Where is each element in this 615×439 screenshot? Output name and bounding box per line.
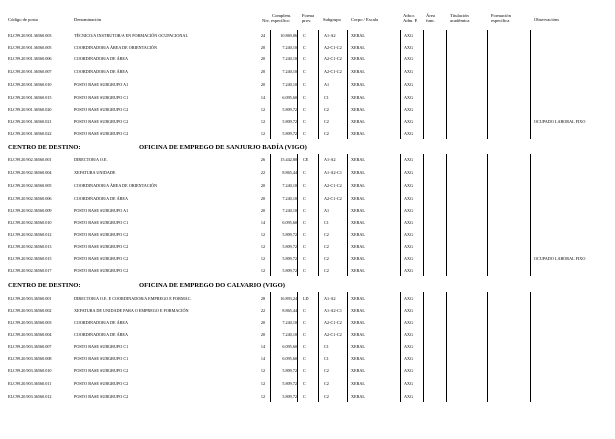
table-row: [0, 69, 615, 74]
cell-corpo: XERAL: [351, 268, 365, 273]
cell-denominacion: POSTO BASE SUBGRUPO A1: [74, 208, 129, 213]
cell-nivel: 14: [260, 344, 266, 349]
cell-corpo: XERAL: [351, 244, 365, 249]
cell-forma: C: [303, 183, 306, 188]
cell-forma: C: [303, 256, 306, 261]
cell-adscricion: AXG: [404, 320, 414, 325]
cell-nivel: 20: [260, 320, 266, 325]
cell-corpo: XERAL: [351, 82, 365, 87]
cell-complemento: 7.240,10: [282, 45, 297, 50]
cell-codigo: ELC99.20.902.36560.012: [8, 232, 52, 237]
centro-destino-heading: [8, 282, 608, 290]
cell-adscricion: AXG: [404, 107, 414, 112]
cell-codigo: ELC99.20.901.36560.015: [8, 95, 52, 100]
cell-forma: LD: [303, 296, 309, 301]
cell-corpo: XERAL: [351, 368, 365, 373]
cell-nivel: 12: [260, 394, 266, 399]
cell-adscricion: AXG: [404, 232, 414, 237]
cell-corpo: XERAL: [351, 170, 365, 175]
table-row: [0, 394, 615, 399]
cell-nivel: 12: [260, 119, 266, 124]
cell-nivel: 12: [260, 256, 266, 261]
cell-complemento: 7.240,10: [282, 196, 297, 201]
cell-denominacion: COORDINADOR/A ÁREA DE ORIENTACIÓN: [74, 45, 158, 50]
cell-forma: C: [303, 332, 306, 337]
cell-corpo: XERAL: [351, 220, 365, 225]
cell-denominacion: XEFATURA UNIDADE: [74, 170, 116, 175]
cell-adscricion: AXG: [404, 332, 414, 337]
cell-complemento: 7.240,10: [282, 208, 297, 213]
cell-corpo: XERAL: [351, 296, 365, 301]
table-row: [0, 95, 615, 100]
header-adscricion-line1: Adscr.: [403, 13, 415, 18]
cell-nivel: 12: [260, 268, 266, 273]
cell-subgrupo: A2-C1-C2: [324, 332, 342, 337]
table-row: [0, 107, 615, 112]
cell-codigo: ELC99.20.903.36560.012: [8, 394, 52, 399]
cell-subgrupo: A2-C1-C2: [324, 196, 342, 201]
cell-subgrupo: A2-C1-C2: [324, 45, 342, 50]
table-row: [0, 45, 615, 50]
cell-adscricion: AXG: [404, 268, 414, 273]
cell-nivel: 12: [260, 244, 266, 249]
cell-complemento: 6.095,60: [282, 220, 297, 225]
cell-codigo: ELC99.20.903.36560.003: [8, 320, 52, 325]
cell-forma: C: [303, 268, 306, 273]
table-row: [0, 157, 615, 162]
centro-destino-nombre: OFICINA DE EMPREGO DE SANJURJO BADÍA (VIGO): [139, 144, 307, 151]
header-complemento-line2: [262, 18, 296, 23]
cell-codigo: ELC99.20.903.36560.002: [8, 308, 52, 313]
cell-corpo: XERAL: [351, 131, 365, 136]
cell-codigo: ELC99.20.902.36560.013: [8, 244, 52, 249]
cell-subgrupo: A1-A2: [324, 296, 336, 301]
cell-adscricion: AXG: [404, 119, 414, 124]
table-row: [0, 131, 615, 136]
cell-adscricion: AXG: [404, 381, 414, 386]
cell-nivel: 12: [260, 232, 266, 237]
cell-subgrupo: C2: [324, 244, 329, 249]
cell-corpo: XERAL: [351, 196, 365, 201]
header-corpo: Corpo / Escala: [351, 17, 379, 22]
cell-subgrupo: A2-C1-C2: [324, 183, 342, 188]
table-row: [0, 244, 615, 249]
table-row: [0, 256, 615, 261]
cell-nivel: 12: [260, 381, 266, 386]
cell-adscricion: AXG: [404, 356, 414, 361]
cell-codigo: ELC99.20.902.36560.004: [8, 170, 52, 175]
header-forma: [302, 13, 314, 23]
cell-adscricion: AXG: [404, 394, 414, 399]
cell-forma: C: [303, 119, 306, 124]
table-row: [0, 368, 615, 373]
cell-forma: C: [303, 131, 306, 136]
cell-adscricion: AXG: [404, 183, 414, 188]
cell-adscricion: AXG: [404, 45, 414, 50]
header-complemento: [262, 13, 296, 23]
cell-nivel: 12: [260, 107, 266, 112]
cell-adscricion: AXG: [404, 131, 414, 136]
header-complemento-line1: Complem.: [272, 13, 292, 18]
cell-nivel: 12: [260, 368, 266, 373]
cell-forma: CE: [303, 157, 309, 162]
cell-nivel: 14: [260, 356, 266, 361]
cell-nivel: 24: [260, 33, 266, 38]
cell-codigo: ELC99.20.901.36560.007: [8, 69, 52, 74]
cell-subgrupo: C1: [324, 356, 329, 361]
cell-forma: C: [303, 196, 306, 201]
cell-complemento: 7.240,10: [282, 69, 297, 74]
cell-codigo: ELC99.20.901.36560.010: [8, 82, 52, 87]
cell-adscricion: AXG: [404, 33, 414, 38]
cell-denominacion: POSTO BASE SUBGRUPO C1: [74, 344, 129, 349]
cell-codigo: ELC99.20.901.36560.005: [8, 45, 52, 50]
cell-subgrupo: C2: [324, 119, 329, 124]
cell-forma: C: [303, 69, 306, 74]
table-row: [0, 344, 615, 349]
cell-subgrupo: C2: [324, 394, 329, 399]
cell-denominacion: POSTO BASE SUBGRUPO C2: [74, 268, 129, 273]
cell-subgrupo: A1: [324, 208, 330, 213]
header-titulacion-line1: Titulación: [450, 13, 469, 18]
cell-complemento: 5.809,72: [282, 381, 297, 386]
cell-complemento: 5.809,72: [282, 268, 297, 273]
cell-complemento: 7.240,10: [282, 320, 297, 325]
cell-denominacion: POSTO BASE SUBGRUPO C1: [74, 95, 129, 100]
cell-nivel: 20: [260, 56, 266, 61]
cell-subgrupo: A1: [324, 82, 330, 87]
cell-nivel: 20: [260, 45, 266, 50]
cell-denominacion: COORDINADOR/A DE ÁREA: [74, 332, 128, 337]
header-area-line2: func.: [426, 18, 436, 23]
cell-adscricion: AXG: [404, 56, 414, 61]
cell-subgrupo: C2: [324, 107, 329, 112]
header-titulacion: [450, 13, 469, 23]
cell-subgrupo: A1-A2: [324, 157, 336, 162]
cell-subgrupo: C2: [324, 256, 329, 261]
cell-subgrupo: A1-A2-C1: [324, 308, 342, 313]
centro-destino-label: CENTRO DE DESTINO:: [8, 282, 81, 289]
cell-nivel: 20: [260, 208, 266, 213]
cell-observacions: OCUPADO LABORAL FIXO: [534, 256, 586, 261]
cell-corpo: XERAL: [351, 56, 365, 61]
cell-complemento: 5.809,72: [282, 119, 297, 124]
cell-subgrupo: C2: [324, 368, 329, 373]
table-row: [0, 33, 615, 38]
table-row: [0, 320, 615, 325]
cell-corpo: XERAL: [351, 320, 365, 325]
cell-denominacion: TÉCNICO/A INSTRUTOR/A EN FORMACIÓN OCUPACIONAL: [74, 33, 189, 38]
cell-codigo: ELC99.20.903.36560.010: [8, 368, 52, 373]
cell-complemento: 5.809,72: [282, 244, 297, 249]
cell-corpo: XERAL: [351, 95, 365, 100]
cell-complemento: 8.865,44: [282, 308, 297, 313]
cell-subgrupo: A2-C1-C2: [324, 56, 342, 61]
centro-destino-nombre: OFICINA DE EMPREGO DO CALVARIO (VIGO): [139, 282, 285, 289]
header-denominacion: Denominación: [74, 17, 102, 22]
cell-corpo: XERAL: [351, 356, 365, 361]
cell-complemento: 6.095,60: [282, 95, 297, 100]
cell-nivel: 22: [260, 308, 266, 313]
cell-forma: C: [303, 82, 306, 87]
cell-forma: C: [303, 308, 306, 313]
cell-corpo: XERAL: [351, 183, 365, 188]
cell-subgrupo: C2: [324, 381, 329, 386]
cell-corpo: XERAL: [351, 394, 365, 399]
cell-forma: C: [303, 220, 306, 225]
cell-subgrupo: A2-C1-C2: [324, 320, 342, 325]
cell-denominacion: POSTO BASE SUBGRUPO C2: [74, 232, 129, 237]
cell-corpo: XERAL: [351, 69, 365, 74]
table-row: [0, 196, 615, 201]
cell-codigo: ELC99.20.903.36560.008: [8, 356, 52, 361]
cell-codigo: ELC99.20.901.36560.021: [8, 119, 52, 124]
cell-forma: C: [303, 33, 306, 38]
cell-complemento: 5.809,72: [282, 256, 297, 261]
cell-denominacion: POSTO BASE SUBGRUPO C2: [74, 131, 129, 136]
cell-codigo: ELC99.20.901.36560.022: [8, 131, 52, 136]
cell-denominacion: XEFATURA DE UNIDADE PARA O EMPREGO E FORMACIÓN: [74, 308, 189, 313]
cell-adscricion: AXG: [404, 220, 414, 225]
cell-codigo: ELC99.20.902.36560.006: [8, 196, 52, 201]
header-nivel: Niv.: [262, 18, 270, 23]
cell-denominacion: DIRECTOR/A O.E. E COORDINADOR/A EMPREGO E FORMAC.: [74, 296, 192, 301]
cell-corpo: XERAL: [351, 381, 365, 386]
cell-complemento: 15.442,80: [280, 157, 297, 162]
cell-complemento: 7.240,10: [282, 183, 297, 188]
cell-denominacion: POSTO BASE SUBGRUPO C2: [74, 394, 129, 399]
cell-denominacion: POSTO BASE SUBGRUPO C2: [74, 381, 129, 386]
cell-corpo: XERAL: [351, 107, 365, 112]
cell-codigo: ELC99.20.901.36560.006: [8, 56, 52, 61]
cell-corpo: XERAL: [351, 232, 365, 237]
cell-denominacion: COORDINADOR/A DE ÁREA: [74, 56, 128, 61]
cell-subgrupo: C1: [324, 220, 329, 225]
cell-subgrupo: A1-A2: [324, 33, 336, 38]
cell-corpo: XERAL: [351, 157, 365, 162]
cell-nivel: 14: [260, 220, 266, 225]
cell-codigo: ELC99.20.902.36560.010: [8, 220, 52, 225]
cell-codigo: ELC99.20.901.36560.020: [8, 107, 52, 112]
cell-adscricion: AXG: [404, 170, 414, 175]
cell-adscricion: AXG: [404, 256, 414, 261]
cell-complemento: 5.809,72: [282, 368, 297, 373]
cell-complemento: 7.240,10: [282, 82, 297, 87]
cell-denominacion: POSTO BASE SUBGRUPO C2: [74, 368, 129, 373]
table-row: [0, 119, 615, 124]
cell-nivel: 26: [260, 157, 266, 162]
cell-adscricion: AXG: [404, 344, 414, 349]
cell-subgrupo: A2-C1-C2: [324, 69, 342, 74]
cell-corpo: XERAL: [351, 119, 365, 124]
cell-adscricion: AXG: [404, 368, 414, 373]
table-row: [0, 232, 615, 237]
table-row: [0, 332, 615, 337]
cell-forma: C: [303, 56, 306, 61]
cell-nivel: 12: [260, 131, 266, 136]
cell-complemento: 16.893,24: [280, 296, 297, 301]
header-area: [426, 13, 435, 23]
cell-complemento: 7.240,10: [282, 332, 297, 337]
cell-nivel: 20: [260, 183, 266, 188]
cell-forma: C: [303, 344, 306, 349]
cell-denominacion: POSTO BASE SUBGRUPO C2: [74, 107, 129, 112]
header-observacions: Observacións: [534, 17, 560, 22]
cell-subgrupo: C2: [324, 131, 329, 136]
cell-codigo: ELC99.20.903.36560.001: [8, 296, 52, 301]
cell-denominacion: COORDINADOR/A ÁREA DE ORIENTACIÓN: [74, 183, 158, 188]
cell-nivel: 22: [260, 170, 266, 175]
cell-adscricion: AXG: [404, 157, 414, 162]
cell-complemento: 8.865,44: [282, 170, 297, 175]
cell-codigo: ELC99.20.902.36560.017: [8, 268, 52, 273]
table-row: [0, 82, 615, 87]
cell-subgrupo: C1: [324, 344, 329, 349]
cell-adscricion: AXG: [404, 95, 414, 100]
centro-destino-label: CENTRO DE DESTINO:: [8, 144, 81, 151]
cell-codigo: ELC99.20.903.36560.011: [8, 381, 52, 386]
cell-adscricion: AXG: [404, 296, 414, 301]
cell-codigo: ELC99.20.903.36560.004: [8, 332, 52, 337]
cell-nivel: 20: [260, 82, 266, 87]
cell-forma: C: [303, 45, 306, 50]
table-row: [0, 208, 615, 213]
cell-denominacion: COORDINADOR/A DE ÁREA: [74, 196, 128, 201]
cell-forma: C: [303, 394, 306, 399]
header-forma-line2: prov.: [302, 18, 312, 23]
cell-forma: C: [303, 95, 306, 100]
cell-denominacion: POSTO BASE SUBGRUPO C1: [74, 220, 129, 225]
cell-adscricion: AXG: [404, 244, 414, 249]
cell-corpo: XERAL: [351, 208, 365, 213]
table-row: [0, 56, 615, 61]
cell-complemento: 5.809,72: [282, 394, 297, 399]
cell-nivel: 14: [260, 95, 266, 100]
cell-codigo: ELC99.20.902.36560.009: [8, 208, 52, 213]
cell-forma: C: [303, 368, 306, 373]
cell-denominacion: POSTO BASE SUBGRUPO C2: [74, 119, 129, 124]
cell-corpo: XERAL: [351, 332, 365, 337]
cell-complemento: 10.869,06: [280, 33, 297, 38]
cell-subgrupo: A1-A2-C1: [324, 170, 342, 175]
cell-codigo: ELC99.20.902.36560.005: [8, 183, 52, 188]
centro-destino-heading: [8, 144, 608, 152]
cell-adscricion: AXG: [404, 308, 414, 313]
cell-forma: C: [303, 232, 306, 237]
header-formacion: [491, 13, 511, 23]
cell-subgrupo: C2: [324, 232, 329, 237]
cell-denominacion: DIRECTOR/A O.E.: [74, 157, 108, 162]
cell-adscricion: AXG: [404, 69, 414, 74]
cell-corpo: XERAL: [351, 45, 365, 50]
table-row: [0, 356, 615, 361]
table-row: [0, 220, 615, 225]
cell-complemento: 5.809,72: [282, 232, 297, 237]
cell-adscricion: AXG: [404, 196, 414, 201]
cell-nivel: 28: [260, 296, 266, 301]
cell-forma: C: [303, 356, 306, 361]
cell-denominacion: COORDINADOR/A DE ÁREA: [74, 69, 128, 74]
cell-adscricion: AXG: [404, 208, 414, 213]
table-row: [0, 170, 615, 175]
cell-denominacion: POSTO BASE SUBGRUPO C2: [74, 244, 129, 249]
cell-forma: C: [303, 320, 306, 325]
cell-nivel: 20: [260, 332, 266, 337]
cell-codigo: ELC99.20.903.36560.007: [8, 344, 52, 349]
cell-forma: C: [303, 107, 306, 112]
cell-adscricion: AXG: [404, 82, 414, 87]
table-row: [0, 381, 615, 386]
cell-denominacion: POSTO BASE SUBGRUPO C2: [74, 256, 129, 261]
cell-corpo: XERAL: [351, 33, 365, 38]
cell-codigo: ELC99.20.902.36560.001: [8, 157, 52, 162]
cell-subgrupo: C1: [324, 95, 329, 100]
table-row: [0, 183, 615, 188]
header-formacion-line1: Formación: [491, 13, 511, 18]
cell-corpo: XERAL: [351, 308, 365, 313]
header-adscricion-line2: Adm. P.: [403, 18, 418, 23]
header-formacion-line2: específica: [491, 18, 510, 23]
header-titulacion-line2: académica: [450, 18, 470, 23]
header-codigo: Código de posto: [8, 17, 39, 22]
cell-forma: C: [303, 381, 306, 386]
table-row: [0, 296, 615, 301]
header-area-line1: Área: [426, 13, 435, 18]
cell-codigo: ELC99.20.901.36560.003: [8, 33, 52, 38]
cell-forma: C: [303, 208, 306, 213]
cell-nivel: 20: [260, 69, 266, 74]
header-forma-line1: Forma: [302, 13, 314, 18]
cell-nivel: 20: [260, 196, 266, 201]
cell-forma: C: [303, 244, 306, 249]
cell-denominacion: POSTO BASE SUBGRUPO C1: [74, 356, 129, 361]
header-subgrupo: Subgrupo: [323, 17, 341, 22]
cell-observacions: OCUPADO LABORAL FIXO: [534, 119, 586, 124]
cell-complemento: 5.809,72: [282, 131, 297, 136]
cell-codigo: ELC99.20.902.36560.015: [8, 256, 52, 261]
cell-complemento: 5.809,72: [282, 107, 297, 112]
table-row: [0, 268, 615, 273]
cell-complemento: 7.240,10: [282, 56, 297, 61]
header-adscricion: [403, 13, 418, 23]
cell-complemento: 6.095,60: [282, 344, 297, 349]
cell-denominacion: COORDINADOR/A DE ÁREA: [74, 320, 128, 325]
cell-denominacion: POSTO BASE SUBGRUPO A1: [74, 82, 129, 87]
table-row: [0, 308, 615, 313]
cell-corpo: XERAL: [351, 344, 365, 349]
cell-subgrupo: C2: [324, 268, 329, 273]
cell-corpo: XERAL: [351, 256, 365, 261]
cell-complemento: 6.095,60: [282, 356, 297, 361]
cell-forma: C: [303, 170, 306, 175]
header-complemento-especifico: específico: [270, 18, 290, 23]
